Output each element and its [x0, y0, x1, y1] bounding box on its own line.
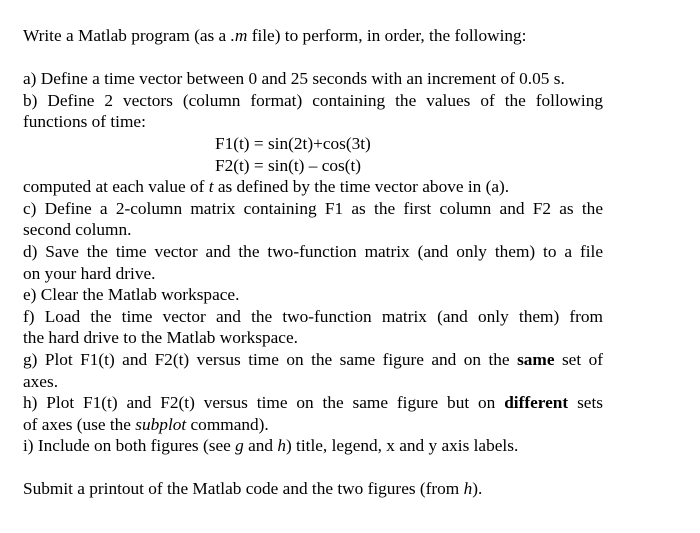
variable-t: t: [208, 177, 214, 197]
equation-f2: F2(t) = sin(t) – cos(t): [215, 155, 362, 175]
item-g-line1: g) Plot F1(t) and F2(t) versus time on the same figure and on the same set of: [23, 349, 603, 369]
item-b-line3: computed at each value of t as defined by the time vector above in (a).: [23, 177, 510, 197]
subplot-command: subplot: [135, 414, 187, 434]
item-f-line1: f) Load the time vector and the two-function matrix (and only them) from: [23, 306, 603, 326]
item-g-line2: axes.: [23, 371, 59, 391]
item-f-line2: the hard drive to the Matlab workspace.: [23, 328, 298, 348]
item-e: e) Clear the Matlab workspace.: [23, 285, 240, 305]
item-c-line1: c) Define a 2-column matrix containing F1 as the first column and F2 as the: [23, 198, 603, 218]
equation-f1: F1(t) = sin(2t)+cos(3t): [215, 133, 371, 153]
assignment-document: [23, 25, 603, 500]
item-d-line2: on your hard drive.: [23, 263, 156, 283]
ref-h: h: [277, 436, 286, 456]
submit-line: Submit a printout of the Matlab code and the two figures (from h).: [23, 479, 483, 499]
item-h-line1: h) Plot F1(t) and F2(t) versus time on the same figure but on different sets: [23, 393, 603, 413]
item-d-line1: d) Save the time vector and the two-function matrix (and only them) to a file: [23, 241, 603, 261]
emphasis-different: different: [504, 393, 569, 413]
ref-g: g: [235, 436, 244, 456]
item-a: a) Define a time vector between 0 and 25 seconds with an increment of 0.05 s.: [23, 69, 565, 89]
item-b-line2: functions of time:: [23, 112, 146, 132]
item-i: i) Include on both figures (see g and h) title, legend, x and y axis labels.: [23, 436, 519, 456]
item-c-line2: second column.: [23, 220, 132, 240]
spacer: [23, 47, 603, 69]
spacer: [23, 457, 603, 479]
intro-line: Write a Matlab program (as a .m file) to perform, in order, the following:: [23, 26, 527, 45]
ref-h-submit: h: [463, 479, 473, 499]
emphasis-same: same: [517, 349, 555, 369]
item-h-line2: of axes (use the subplot command).: [23, 414, 269, 434]
item-b-line1: b) Define 2 vectors (column format) containing the values of the following: [23, 90, 603, 110]
file-extension: .m: [230, 26, 248, 45]
